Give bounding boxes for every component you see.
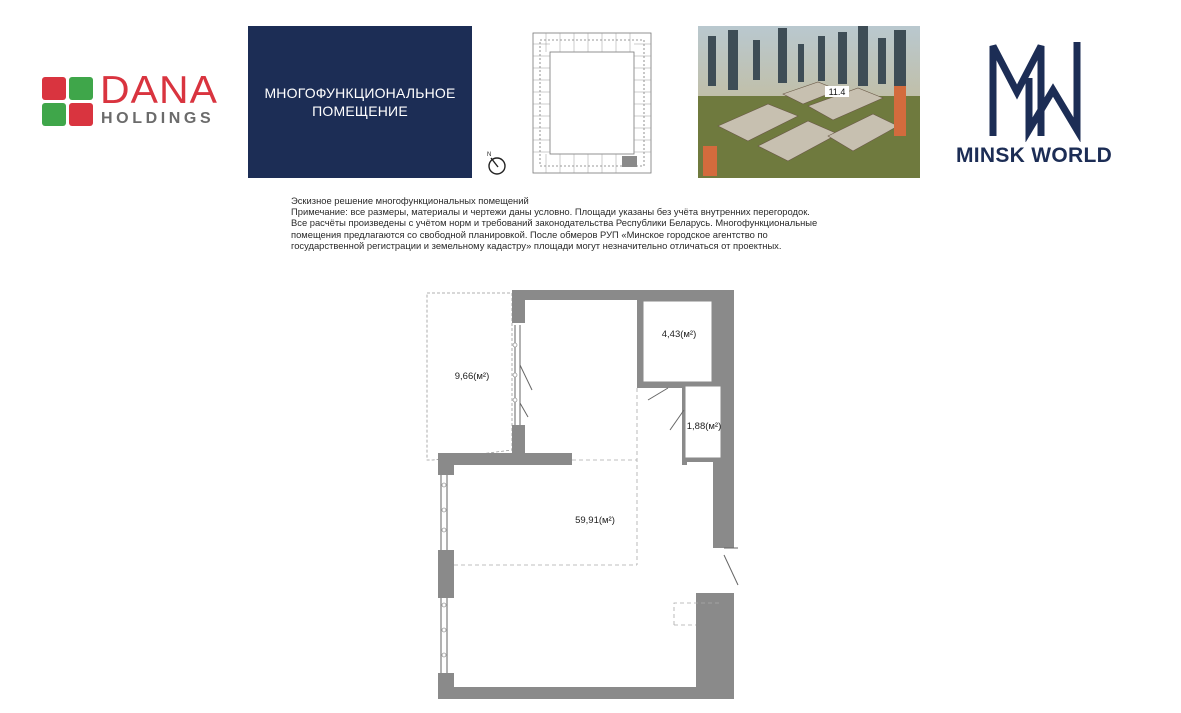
minsk-world-wordmark: MINSK WORLD	[955, 144, 1113, 167]
site-plan-highlight	[622, 156, 637, 167]
main-hall-area-label: 59,91(м²)	[575, 515, 615, 526]
premises-type-line1: МНОГОФУНКЦИОНАЛЬНОЕ	[264, 85, 456, 101]
notes-line-4: помещения предлагаются со свободной планировкой. После обмеров РУП «Минское городское агентство по	[291, 228, 768, 240]
notes-line-5: государственной регистрации и земельному кадастру» площади могут незначительно отличаться от проектных.	[291, 239, 782, 251]
premises-type-panel	[248, 26, 472, 178]
dana-logo-subword: HOLDINGS	[101, 110, 215, 127]
dana-holdings-logo	[40, 69, 235, 130]
floor-plan-drawing	[420, 285, 750, 705]
notes-line-1: Эскизное решение многофункциональных помещений	[291, 195, 529, 206]
disclaimer-notes	[291, 195, 891, 251]
wc-area-label: 1,88(м²)	[686, 421, 722, 432]
compass-letter: N	[487, 152, 492, 158]
premises-type-line2: ПОМЕЩЕНИЕ	[312, 103, 408, 119]
render-building-tag: 11.4	[828, 87, 846, 97]
dana-logo-word: DANA	[100, 69, 218, 112]
mw-monogram-icon	[945, 38, 1125, 142]
complex-render-image	[698, 26, 920, 178]
notes-line-3: Все расчёты произведены с учётом норм и требований законодательства Республики Беларусь. Многофункциональные	[291, 217, 818, 229]
minsk-world-logo	[945, 38, 1125, 168]
notes-line-2: Примечание: все размеры, материалы и чертежи даны условно. Площади указаны без учёта внутренних перегородок.	[291, 206, 810, 218]
site-plan-diagram	[528, 30, 658, 180]
compass-icon	[484, 150, 508, 176]
storage-area-label: 4,43(м²)	[661, 329, 697, 340]
terrace-area-label: 9,66(м²)	[454, 371, 490, 382]
